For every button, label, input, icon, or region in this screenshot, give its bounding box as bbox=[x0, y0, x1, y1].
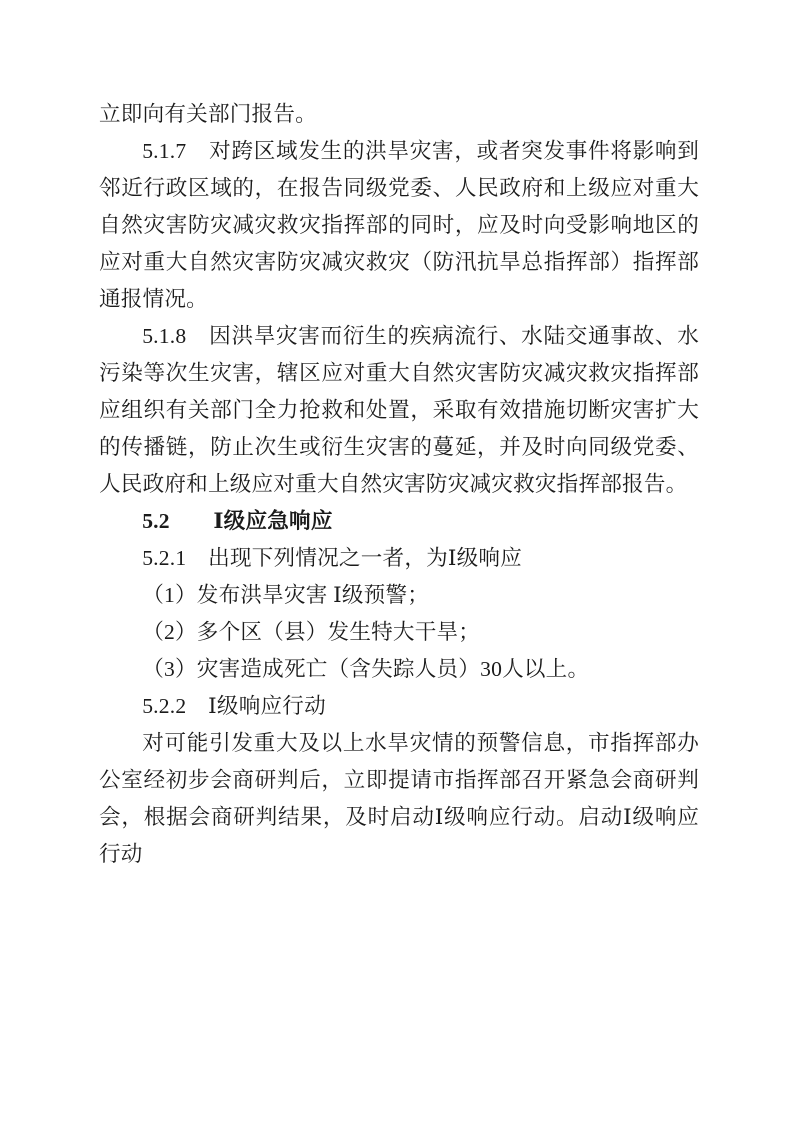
paragraph-5-2-2-body: 对可能引发重大及以上水旱灾情的预警信息，市指挥部办公室经初步会商研判后，立即提请市指挥部召开紧急会商研判会，根据会商研判结果，及时启动Ⅰ级响应行动。启动Ⅰ级响应行动 bbox=[99, 731, 699, 866]
page-content bbox=[99, 96, 699, 873]
paragraph-5-1-7: 5.1.7 对跨区域发生的洪旱灾害，或者突发事件将影响到邻近行政区域的，在报告同级党委、人民政府和上级应对重大自然灾害防灾减灾救灾指挥部的同时，应及时向受影响地区的应对重大自然灾害防灾减灾救灾（防汛抗旱总指挥部）指挥部通报情况。 bbox=[99, 139, 699, 311]
subheading-5-2-2: 5.2.2 Ⅰ级响应行动 bbox=[142, 694, 326, 718]
paragraph-continuation: 立即向有关部门报告。 bbox=[99, 102, 317, 126]
section-heading-5-2: 5.2 Ⅰ级应急响应 bbox=[142, 509, 333, 533]
list-item-2: （2）多个区（县）发生特大干旱； bbox=[142, 620, 481, 644]
paragraph-5-1-8: 5.1.8 因洪旱灾害而衍生的疾病流行、水陆交通事故、水污染等次生灾害，辖区应对重大自然灾害防灾减灾救灾指挥部应组织有关部门全力抢救和处置，采取有效措施切断灾害扩大的传播链，防止次生或衍生灾害的蔓延，并及时向同级党委、人民政府和上级应对重大自然灾害防灾减灾救灾指挥部报告。 bbox=[99, 324, 699, 496]
paragraph-5-2-1: 5.2.1 出现下列情况之一者，为Ⅰ级响应 bbox=[142, 546, 523, 570]
list-item-1: （1）发布洪旱灾害 Ⅰ级预警； bbox=[142, 583, 430, 607]
list-item-3: （3）灾害造成死亡（含失踪人员）30人以上。 bbox=[142, 657, 590, 681]
